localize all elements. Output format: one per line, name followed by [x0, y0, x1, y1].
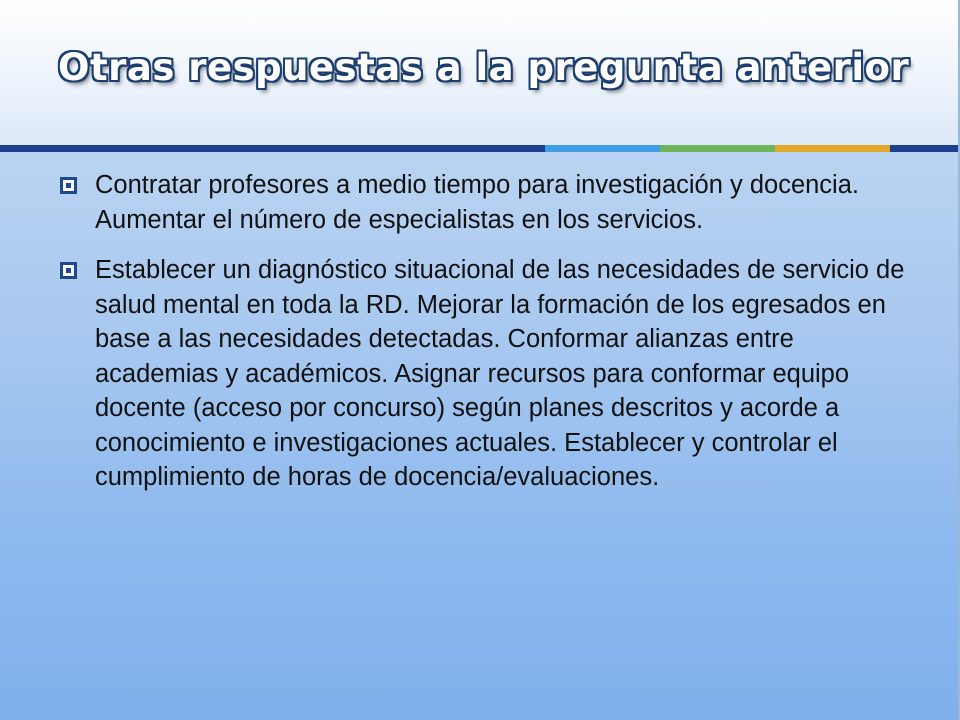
bullet-text: Contratar profesores a medio tiempo para investigación y docencia. Aumentar el número de especialistas en los servicios. — [95, 171, 859, 234]
square-bullet-icon — [60, 177, 77, 194]
stripe-segment-navy — [0, 145, 545, 152]
slide-title: Otras respuestas a la pregunta anterior — [58, 46, 910, 89]
bullet-text: Establecer un diagnóstico situacional de las necesidades de servicio de salud mental en toda la RD. Mejorar la formación de los egresados en base a las necesidades detectadas. Conformar alianzas entre academias y académicos. Asignar recursos para conformar equipo docente (acceso por concurso) según planes descritos y acorde a conocimiento e investigaciones actuales. Establecer y controlar el cumplimiento de horas de docencia/evaluaciones. — [95, 256, 905, 491]
stripe-segment-green — [660, 145, 775, 152]
stripe-segment-gold — [775, 145, 890, 152]
stripe-segment-navy-end — [890, 145, 960, 152]
square-bullet-icon — [60, 262, 77, 279]
bullet-list — [60, 168, 920, 511]
title-bar — [0, 0, 960, 145]
bullet-item-2 — [60, 253, 920, 495]
bullet-item-1 — [60, 168, 920, 237]
stripe-segment-light-blue — [545, 145, 660, 152]
accent-stripe — [0, 145, 960, 152]
